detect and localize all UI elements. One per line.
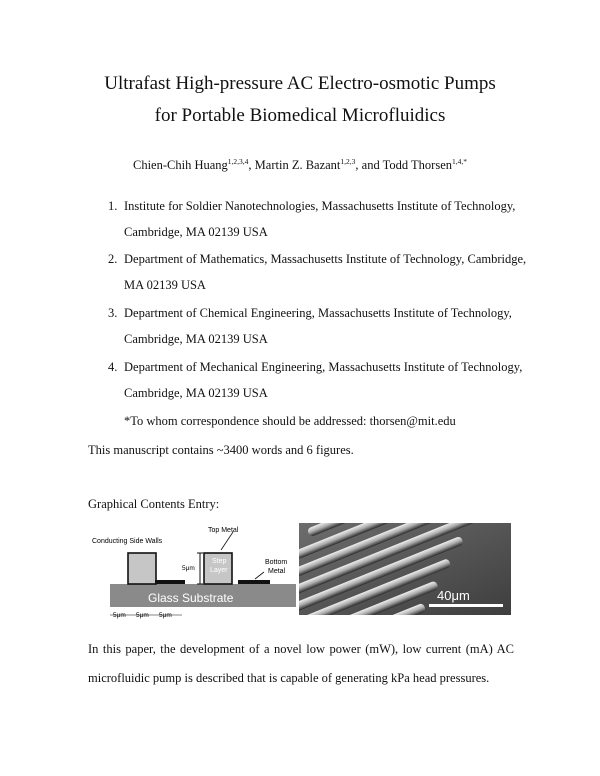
label-5um-c: 5μm: [159, 612, 172, 619]
paper-title: [0, 68, 600, 132]
affiliation-text-cont: Cambridge, MA 02139 USA: [124, 386, 268, 400]
affiliation-text: Department of Mechanical Engineering, Massachusetts Institute of Technology,: [124, 360, 523, 374]
author-thorsen: , and Todd Thorsen: [355, 158, 452, 172]
label-layer: Layer: [210, 567, 228, 574]
top-metal-pointer: [221, 532, 233, 550]
label-metal: Metal: [268, 568, 286, 575]
label-top-metal: Top Metal: [208, 527, 239, 534]
manuscript-note: This manuscript contains ~3400 words and 6 figures.: [88, 443, 354, 457]
label-glass-substrate: Glass Substrate: [148, 591, 234, 605]
graphical-entry-heading: Graphical Contents Entry:: [88, 497, 220, 511]
scale-bar-label: 40μm: [437, 588, 470, 603]
title-line-1: Ultrafast High-pressure AC Electro-osmotic Pumps: [104, 73, 496, 94]
label-5um-vertical: 5μm: [182, 565, 195, 572]
author-thorsen-affil: 1,4,*: [452, 157, 467, 166]
affiliation-number: 4.: [108, 360, 118, 374]
affiliation-text-cont: MA 02139 USA: [124, 278, 206, 292]
label-5um-b: 5μm: [136, 612, 149, 619]
author-bazant: , Martin Z. Bazant: [248, 158, 341, 172]
bottom-metal-left: [155, 580, 185, 584]
summary-paragraph: In this paper, the development of a novel low power (mW), low current (mA) AC microfluidic pump is described that is capable of generating kPa head pressures.: [88, 642, 514, 685]
author-list: [0, 157, 600, 173]
correspondence-note: *To whom correspondence should be addressed: thorsen@mit.edu: [124, 414, 456, 428]
label-step: Step: [212, 558, 227, 565]
affiliation-text-cont: Cambridge, MA 02139 USA: [124, 225, 268, 239]
conducting-side-wall: [128, 553, 156, 584]
affiliation-text: Department of Mathematics, Massachusetts Institute of Technology, Cambridge,: [124, 252, 527, 266]
sem-micrograph: [299, 523, 511, 615]
scale-bar: [429, 604, 503, 607]
label-bottom: Bottom: [265, 559, 288, 566]
title-line-2: for Portable Biomedical Microfluidics: [154, 105, 446, 126]
pump-cross-section-diagram: [88, 522, 296, 622]
affiliation-number: 2.: [108, 252, 118, 266]
affiliation-number: 3.: [108, 306, 118, 320]
bottom-metal-pointer: [255, 572, 264, 579]
label-5um-a: 5μm: [113, 612, 126, 619]
author-huang-affil: 1,2,3,4: [227, 157, 249, 166]
affiliation-text: Department of Chemical Engineering, Massachusetts Institute of Technology,: [124, 306, 512, 320]
affiliation-text: Institute for Soldier Nanotechnologies, Massachusetts Institute of Technology,: [124, 199, 516, 213]
author-bazant-affil: 1,2,3: [340, 157, 356, 166]
bottom-metal-right: [238, 580, 270, 584]
affiliation-text-cont: Cambridge, MA 02139 USA: [124, 332, 268, 346]
author-huang: Chien-Chih Huang: [133, 158, 228, 172]
affiliation-number: 1.: [108, 199, 118, 213]
label-conducting-walls: Conducting Side Walls: [92, 538, 163, 545]
